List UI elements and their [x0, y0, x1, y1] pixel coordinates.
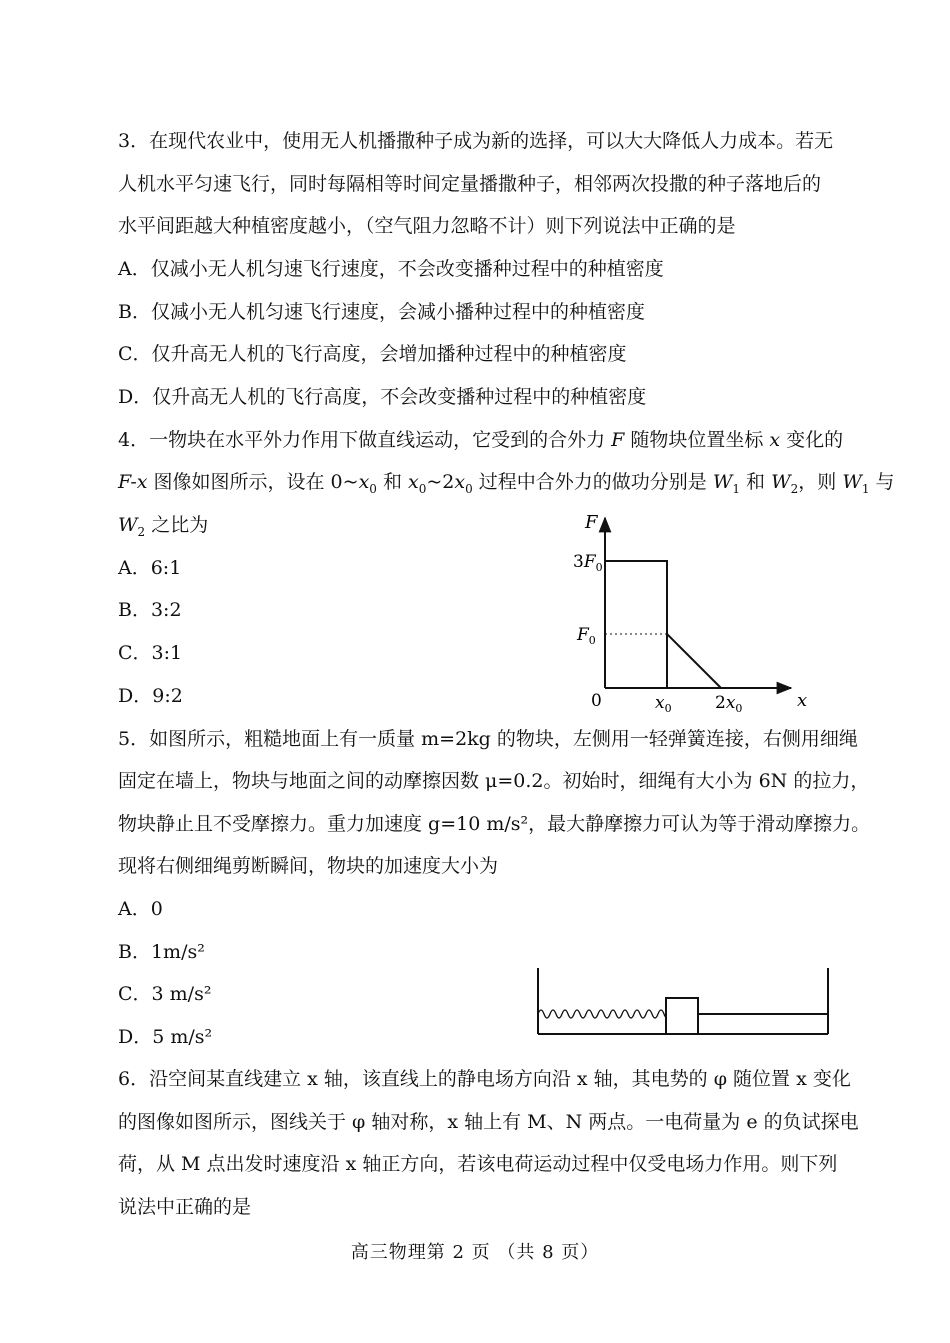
spring-block-diagram [530, 962, 840, 1042]
graph-ramp-segment [667, 634, 721, 688]
page-footer: 高三物理第 2 页 （共 8 页） [350, 1242, 600, 1263]
q4-line-3: $W_2$ 之比为 [118, 514, 209, 539]
graph-origin-label: 0 [591, 691, 602, 711]
graph-x-label: x [797, 690, 808, 711]
block [666, 998, 698, 1034]
q6-line-2: 的图像如图所示，图线关于 φ 轴对称，x 轴上有 M、N 两点。一电荷量为 e 的负试探电 [118, 1111, 859, 1133]
q5-line-1: 5．如图所示，粗糙地面上有一质量 m=2kg 的物块，左侧用一轻弹簧连接，右侧用细绳 [118, 728, 858, 750]
q3-line-2: 人机水平匀速飞行，同时每隔相等时间定量播撒种子，相邻两次投撒的种子落地后的 [118, 173, 822, 195]
q4-option-a: A．6:1 [118, 557, 182, 579]
q3-option-c: C．仅升高无人机的飞行高度，会增加播种过程中的种植密度 [118, 343, 627, 365]
q4-option-b: B．3:2 [118, 599, 182, 621]
graph-f-label: F [585, 512, 598, 533]
q5-option-b: B．1m/s² [118, 941, 205, 963]
spring [538, 1010, 670, 1018]
q5-option-c: C．3 m/s² [118, 983, 212, 1005]
q6-line-4: 说法中正确的是 [118, 1196, 252, 1218]
q4-option-d: D．9:2 [118, 685, 183, 707]
graph-3f0-segment [605, 561, 667, 688]
q4-line-2: F-x 图像如图所示，设在 $0\sim x_0$ 和 $x_0\sim 2x_0$ 过程中合外力的做功分别是 $W_1$ 和 $W_2$，则 $W_1$ 与 [118, 471, 895, 496]
graph-2x0-label: $2x_0$ [715, 693, 743, 715]
q5-line-2: 固定在墙上，物块与地面之间的动摩擦因数 μ=0.2。初始时，细绳有大小为 6N 的拉力， [118, 770, 870, 792]
q5-option-a: A．0 [118, 898, 163, 920]
q5-line-3: 物块静止且不受摩擦力。重力加速度 g=10 m/s²，最大静摩擦力可认为等于滑动摩擦力。 [118, 813, 871, 835]
q6-line-1: 6．沿空间某直线建立 x 轴，该直线上的静电场方向沿 x 轴，其电势的 φ 随位置 x 变化 [118, 1068, 851, 1090]
graph-x0-label: $x_0$ [655, 693, 672, 715]
q4-option-c: C．3:1 [118, 642, 183, 664]
q3-line-1: 3．在现代农业中，使用无人机播撒种子成为新的选择，可以大大降低人力成本。若无 [118, 130, 834, 152]
q3-line-3: 水平间距越大种植密度越小，（空气阻力忽略不计）则下列说法中正确的是 [118, 215, 736, 237]
f-x-graph [555, 510, 825, 720]
q3-option-b: B．仅减小无人机匀速飞行速度，会减小播种过程中的种植密度 [118, 301, 645, 323]
q3-option-a: A．仅减小无人机匀速飞行速度，不会改变播种过程中的种植密度 [118, 258, 664, 280]
q5-option-d: D．5 m/s² [118, 1026, 213, 1048]
q3-option-d: D．仅升高无人机的飞行高度，不会改变播种过程中的种植密度 [118, 386, 647, 408]
graph-f0-label: $F_0$ [577, 625, 596, 647]
graph-3f0-label: $3F_0$ [573, 552, 603, 574]
q5-line-4: 现将右侧细绳剪断瞬间，物块的加速度大小为 [118, 855, 499, 877]
q6-line-3: 荷，从 M 点出发时速度沿 x 轴正方向，若该电荷运动过程中仅受电场力作用。则下列 [118, 1153, 838, 1175]
q4-line-1: 4．一物块在水平外力作用下做直线运动，它受到的合外力 F 随物块位置坐标 x 变化的 [118, 429, 844, 451]
